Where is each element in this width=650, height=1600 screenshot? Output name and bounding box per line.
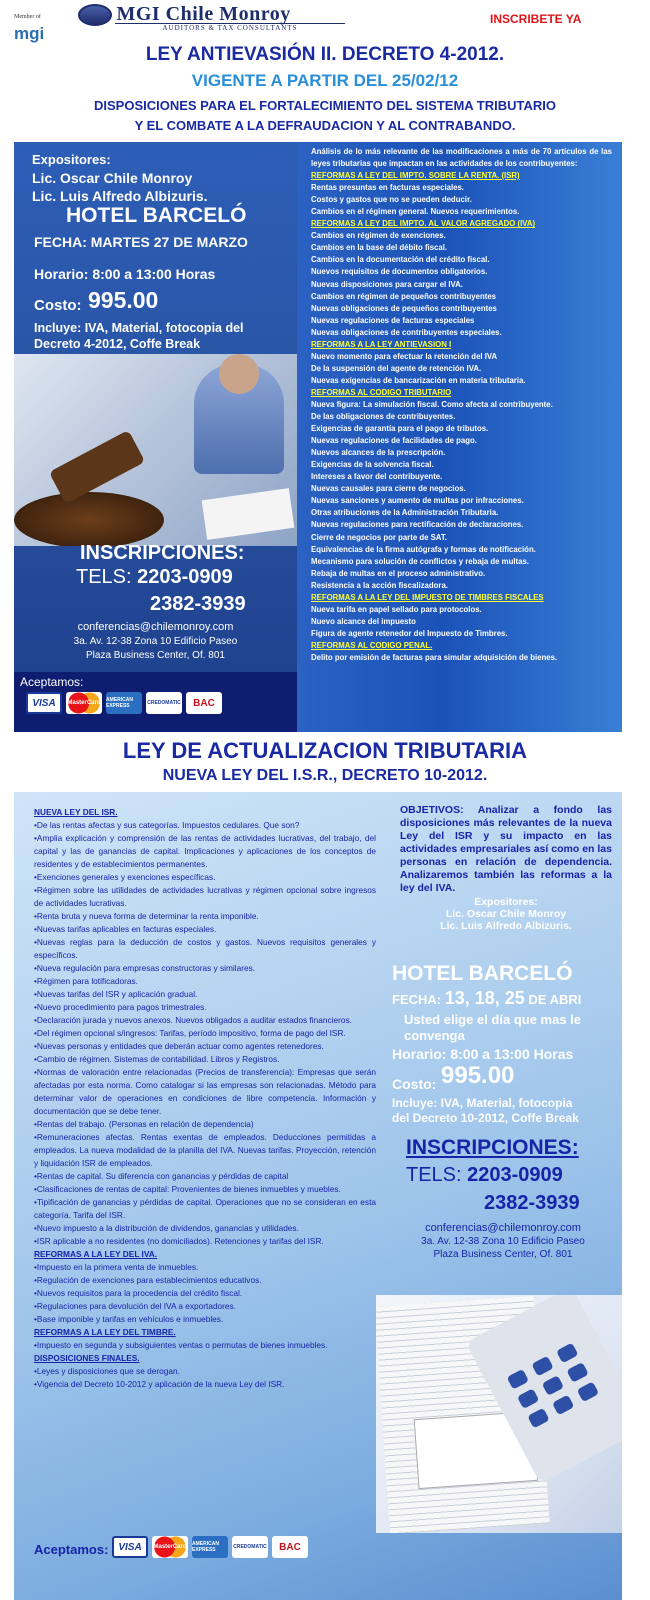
isr-topic-item: •Nuevo procedimiento para pagos trimestrales. (34, 1002, 207, 1012)
includes-line-2: Decreto 4-2012, Coffe Break (34, 337, 201, 351)
topic-item: Otras atribuciones de la Administración Tributaria. (311, 508, 499, 518)
section1-title: LEY ANTIEVASIÓN II. DECRETO 4-2012. (145, 44, 505, 65)
expositor-1: Lic. Oscar Chile Monroy (32, 170, 193, 186)
section1-vigente: VIGENTE A PARTIR DEL 25/02/12 (191, 71, 459, 90)
section2-subtitle: NUEVA LEY DEL I.S.R., DECRETO 10-2012. (162, 767, 488, 784)
isr-topic-item: •Nuevas personas y entidades que deberán actuar como agentes retenedores. (34, 1041, 324, 1051)
isr-topic-item: •Clasificaciones de rentas de capital: Provenientes de bienes inmuebles y muebles. (34, 1184, 341, 1194)
topic-item: Rebaja de multas en el proceso administrativo. (311, 568, 486, 578)
topic-item: Nuevas obligaciones de contribuyentes especiales. (311, 327, 502, 337)
email-link-2[interactable]: conferencias@chilemonroy.com (425, 1222, 581, 1234)
address-line-2-2: Plaza Business Center, Of. 801 (433, 1249, 573, 1260)
payment-cards-1 (26, 692, 222, 714)
calc-key (542, 1375, 564, 1396)
isr-topic-item-heading: DISPOSICIONES FINALES. (34, 1353, 140, 1363)
credomatic-icon: CREDOMATIC (232, 1536, 268, 1558)
topic-item: Resistencia a la acción fiscalizadora. (311, 580, 448, 590)
company-name: MGI Chile Monroy (116, 3, 291, 25)
aceptamos-label: Aceptamos: (20, 675, 84, 689)
gavel-base-shape (14, 492, 164, 546)
calc-key (552, 1395, 574, 1416)
isr-topic-item: •De las rentas afectas y sus categorías. Impuestos cedulares. Que son? (34, 820, 300, 830)
gavel-businessman-photo (14, 354, 297, 546)
topic-item: Nuevos alcances de la prescripción. (311, 448, 446, 458)
objectives-text: OBJETIVOS: Analizar a fondo las disposiciones más relevantes de la nueva Ley del ISR y su impacto en las actividades empresariales así como en las personas en relación de dependencia. Analizaremos también las reformas a la ley del IVA. (400, 804, 612, 894)
venue: HOTEL BARCELÓ (66, 204, 247, 227)
topic-item: Nuevas obligaciones de pequeños contribuyentes (311, 303, 497, 313)
cost-value-2: 995.00 (441, 1062, 515, 1089)
expositor-2: Lic. Luis Alfredo Albizuris. (32, 188, 208, 204)
amex-icon: AMERICAN EXPRESS (106, 692, 142, 714)
topic-item: Delito por emisión de facturas para simular adquisición de bienes. (311, 652, 558, 662)
isr-topic-item-heading: NUEVA LEY DEL ISR. (34, 807, 118, 817)
event-date: FECHA: MARTES 27 DE MARZO (34, 234, 248, 250)
isr-topic-item: •Nuevos requisitos para la procedencia del crédito fiscal. (34, 1288, 243, 1298)
seminar-flyer-2 (14, 792, 622, 1600)
topic-item: Cambios en el régimen general. Nuevos requerimientos. (311, 207, 520, 217)
isr-topic-item: •Regulación de exenciones para establecimientos educativos. (34, 1275, 262, 1285)
topic-item: Exigencias de la solvencia fiscal. (311, 460, 434, 470)
amex-icon: AMERICAN EXPRESS (192, 1536, 228, 1558)
topic-item-heading: REFORMAS AL CODIGO PENAL. (311, 640, 433, 650)
email-link[interactable]: conferencias@chilemonroy.com (77, 621, 234, 633)
isr-topic-item: •Rentas de capital. Su diferencia con ganancias y pérdidas de capital (34, 1171, 289, 1181)
isr-topic-item: •Leyes y disposiciones que se derogan. (34, 1366, 180, 1376)
isr-topics-list (34, 806, 376, 1391)
isr-topic-item: •Renta bruta y nueva forma de determinar la renta imponible. (34, 911, 259, 921)
flyer1-topics-panel (297, 142, 622, 732)
calc-key (531, 1356, 553, 1377)
globe-icon (78, 4, 112, 26)
address-line-2: Plaza Business Center, Of. 801 (86, 650, 225, 661)
isr-topic-item: •Nueva regulación para empresas constructoras y similares. (34, 963, 256, 973)
topic-item: Nuevo momento para efectuar la retención del IVA (311, 351, 498, 361)
topic-item: Intereses a favor del contribuyente. (311, 472, 443, 482)
cost-value: 995.00 (88, 287, 159, 313)
seminar-flyer-1 (14, 142, 622, 732)
visa-icon: VISA (112, 1536, 148, 1558)
topic-item: Cambios en régimen de exenciones. (311, 231, 446, 241)
calc-key (527, 1408, 549, 1429)
inscripciones-title-2: INSCRIPCIONES: (406, 1136, 579, 1159)
member-of-label: Member of (14, 14, 41, 20)
mastercard-icon: MasterCard (66, 692, 102, 714)
credomatic-icon: CREDOMATIC (146, 692, 182, 714)
isr-topic-item: •Régimen para lotificadoras. (34, 976, 138, 986)
calc-key (507, 1369, 529, 1390)
topic-item: De las obligaciones de contribuyentes. (311, 412, 456, 422)
topic-item: Nuevo alcance del impuesto (311, 616, 416, 626)
isr-topic-item-heading: REFORMAS A LA LEY DEL TIMBRE. (34, 1327, 176, 1337)
includes-line-2-2: del Decreto 10-2012, Coffe Break (392, 1111, 579, 1125)
topic-item: Nuevas exigencias de bancarización en materia tributaria. (311, 375, 526, 385)
topic-item: Figura de agente retenedor del Impuesto de Timbres. (311, 628, 508, 638)
isr-topic-item: •Del régimen opcional s/ingresos: Tarifas, período impositivo, forma de pago del ISR. (34, 1028, 346, 1038)
isr-topic-item: •Tipificación de ganancias y pérdidas de capital. Operaciones que no se consideran en esta categoría. Tarifa del ISR. (34, 1197, 376, 1220)
isr-topic-item: •Regulaciones para devolución del IVA a exportadores. (34, 1301, 237, 1311)
venue-2: HOTEL BARCELÓ (392, 962, 573, 985)
isr-topic-item: •Régimen sobre las utilidades de actividades lucrativas y régimen opcional sobre ingresos de actividades lucrativas. (34, 885, 376, 908)
calc-key (556, 1343, 578, 1364)
isr-topic-item: •Impuesto en la primera venta de inmuebles. (34, 1262, 199, 1272)
choose-day-text: Usted elige el día que mas le convenga (404, 1012, 582, 1043)
section1-subtitle (0, 96, 650, 136)
address-line-1-2: 3a. Av. 12-38 Zona 10 Edificio Paseo (421, 1236, 585, 1247)
isr-topic-item: •Declaración jurada y nuevos anexos. Nuevos obligados a auditar estados financieros. (34, 1015, 352, 1025)
topic-item: Cambios en la base del débito fiscal. (311, 243, 448, 253)
topic-item-heading: REFORMAS A LEY DEL IMPTO. AL VALOR AGREGADO (IVA) (311, 219, 536, 229)
calc-key (577, 1381, 599, 1402)
reform-topics-list (311, 146, 612, 664)
topic-item: Nuevas sanciones y aumento de multas por infracciones. (311, 496, 524, 506)
topic-item-heading: REFORMAS A LEY DEL IMPTO. SOBRE LA RENTA. (ISR) (311, 171, 520, 181)
topic-item: Nuevos requisitos de documentos obligatorios. (311, 267, 488, 277)
isr-topic-item: •Cambio de régimen. Sistemas de contabilidad. Libros y Registros. (34, 1054, 280, 1064)
isr-topic-item: •Rentas del trabajo. (Personas en relación de dependencia) (34, 1119, 254, 1129)
register-now-link[interactable]: INSCRIBETE YA (490, 12, 582, 26)
topic-item: Exigencias de garantía para el pago de tributos. (311, 424, 489, 434)
isr-topic-item: •Nuevas reglas para la deducción de costos y gastos. Nuevos requisitos generales y específicos. (34, 937, 376, 960)
visa-icon: VISA (26, 692, 62, 714)
isr-topic-item: •Base imponible y tarifas en vehículos e inmuebles. (34, 1314, 224, 1324)
topic-item: Nuevas regulaciones para rectificación de declaraciones. (311, 520, 524, 530)
flyer2-objectives (400, 804, 612, 932)
fecha-label-2: FECHA: (392, 992, 442, 1007)
isr-topic-item: •Nuevas tarifas aplicables en facturas especiales. (34, 924, 217, 934)
phone-1-2[interactable]: 2203-0909 (467, 1164, 563, 1186)
subtitle-line-1: DISPOSICIONES PARA EL FORTALECIMIENTO DEL SISTEMA TRIBUTARIO (93, 98, 556, 113)
isr-topic-item: •Exenciones generales y exenciones específicas. (34, 872, 216, 882)
isr-topic-item: •Nuevo impuesto a la distribución de dividendos, ganancias y utilidades. (34, 1223, 299, 1233)
tels-label: TELS: (76, 566, 132, 588)
topic-item-heading: REFORMAS AL CODIGO TRIBUTARIO (311, 387, 452, 397)
isr-topic-item: •ISR aplicable a no residentes (no domiciliados). Retenciones y tarifas del ISR. (34, 1236, 324, 1246)
topic-item: Equivalencias de la firma autógrafa y formas de notificación. (311, 544, 536, 554)
topic-item: Cierre de negocios por parte de SAT. (311, 532, 447, 542)
phones-line-1-2 (406, 1164, 563, 1187)
aceptamos-label-2: Aceptamos: (34, 1542, 109, 1557)
calculator-spreadsheet-photo (376, 1295, 622, 1533)
includes-line-1: Incluye: IVA, Material, fotocopia del (34, 321, 244, 335)
phone-1[interactable]: 2203-0909 (137, 566, 233, 588)
topic-item: Análisis de lo más relevante de las modificaciones a más de 70 artículos de las leyes tributarias que impactan en las actividades de los contribuyentes: (311, 147, 612, 169)
event-schedule-2: Horario: 8:00 a 13:00 Horas (392, 1046, 574, 1062)
subtitle-line-2: Y EL COMBATE A LA DEFRAUDACION Y AL CONTRABANDO. (134, 118, 516, 133)
bac-icon: BAC (186, 692, 222, 714)
topic-item: Cambios en la documentación del crédito fiscal. (311, 255, 490, 265)
topic-item: Cambios en régimen de pequeños contribuyentes (311, 291, 496, 301)
mgi-logo-text: mgi (14, 24, 45, 43)
address-line-1: 3a. Av. 12-38 Zona 10 Edificio Paseo (73, 636, 238, 647)
fecha-month-2: DE ABRI (528, 992, 582, 1007)
includes-line-1-2: Incluye: IVA, Material, fotocopia (392, 1096, 573, 1110)
calc-key (566, 1362, 588, 1383)
isr-topic-item: •Normas de valoración entre relacionadas (Precios de transferencia): Empresas que serán afectadas por esta norma. Como catalogar si las empresas son relacionadas. Método para determinar valor de operaciones en condiciones de libre competencia. Información y documentación que se debe tener. (34, 1067, 376, 1116)
inscripciones-title: INSCRIPCIONES: (80, 542, 245, 564)
includes-text (34, 320, 294, 352)
topic-item-heading: REFORMAS A LA LEY ANTIEVASION I (311, 339, 452, 349)
paper-shape (202, 488, 295, 540)
event-date-2 (392, 988, 581, 1009)
topic-item-heading: REFORMAS A LA LEY DEL IMPUESTO DE TIMBRES FISCALES (311, 592, 544, 602)
tels-label-2: TELS: (406, 1164, 462, 1186)
topic-item: Costos y gastos que no se pueden deducir. (311, 195, 472, 205)
head-shape (219, 354, 259, 394)
mastercard-icon: MasterCard (152, 1536, 188, 1558)
phone-2-2[interactable]: 2382-3939 (484, 1192, 580, 1214)
topic-item: De la suspensión del agente de retención IVA. (311, 363, 482, 373)
company-subtitle: AUDITORS & TAX CONSULTANTS (115, 23, 345, 32)
isr-topic-item: •Impuesto en segunda y subsiguientes ventas o permutas de bienes inmuebles. (34, 1340, 328, 1350)
isr-topic-item: •Vigencia del Decreto 10-2012 y aplicación de la nueva Ley del ISR. (34, 1379, 285, 1389)
topic-item: Nuevas causales para cierre de negocios. (311, 484, 466, 494)
isr-topic-item: •Amplia explicación y comprensión de las rentas de actividades lucrativas, del trabajo, del capital y las de ganancias de capital. Implicaciones y aplicaciones de los conceptos de residentes y de establecimientos permanentes. (34, 833, 376, 869)
isr-topic-item-heading: REFORMAS A LA LEY DEL IVA. (34, 1249, 158, 1259)
topic-item: Nueva figura: La simulación fiscal. Como afecta al contribuyente. (311, 399, 553, 409)
topic-item: Nuevas disposiciones para cargar el IVA. (311, 279, 463, 289)
cost-label-2: Costo: (392, 1076, 437, 1092)
event-schedule: Horario: 8:00 a 13:00 Horas (34, 266, 216, 282)
cost-label: Costo: (34, 297, 82, 314)
expositores-label: Expositores: (32, 152, 111, 167)
flyer1-info-panel (14, 142, 297, 732)
topic-item: Rentas presuntas en facturas especiales. (311, 183, 464, 193)
expositor-2-2: Lic. Luis Alfredo Albizuris. (440, 920, 572, 932)
isr-topic-item: •Nuevas tarifas del ISR y aplicación gradual. (34, 989, 198, 999)
fecha-dates-2: 13, 18, 25 (444, 988, 525, 1008)
isr-topic-item: •Remuneraciones afectas. Rentas exentas de empleados. Deducciones permitidas a empleados. La nueva modalidad de la planilla del IVA. Nuevas tarifas. Proyección, retención y liquidación ISR de empleados. (34, 1132, 376, 1168)
topic-item: Nueva tarifa en papel sellado para protocolos. (311, 604, 482, 614)
phone-2[interactable]: 2382-3939 (150, 593, 246, 615)
topic-item: Nuevas regulaciones de facilidades de pago. (311, 436, 477, 446)
section2-title: LEY DE ACTUALIZACION TRIBUTARIA (122, 738, 528, 763)
includes-text-2 (392, 1096, 579, 1126)
topic-item: Mecanismo para solución de conflictos y rebaja de multas. (311, 556, 529, 566)
expositores-label-2: Expositores: (474, 896, 538, 908)
payment-cards-2 (112, 1536, 308, 1558)
expositor-1-2: Lic. Oscar Chile Monroy (445, 908, 567, 920)
topic-item: Nuevas regulaciones de facturas especiales (311, 315, 475, 325)
calc-key (517, 1388, 539, 1409)
bac-icon: BAC (272, 1536, 308, 1558)
phones-line-1 (76, 566, 233, 589)
